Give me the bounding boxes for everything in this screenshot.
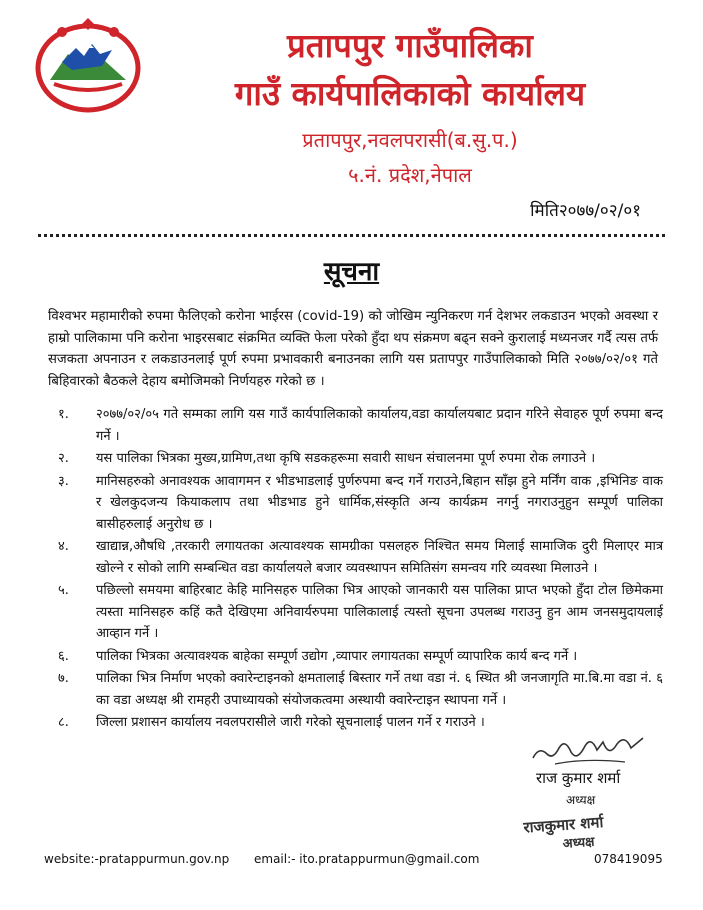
list-item-text: पालिका भित्र निर्माण भएको क्वारेन्टाइनको क्षमतालाई बिस्तार गर्ने तथा वडा नं. ६ स्थित श्री जनजागृति मा.बि.मा वडा नं. ६ का वडा अध्यक्ष श्री रामहरी उपाध्यायको संयोजकत्वमा अस्थायी क्वारेन्टाइन स्थापना गर्ने । xyxy=(96,671,663,708)
list-item xyxy=(48,646,663,668)
notice-intro: विश्वभर महामारीको रुपमा फैलिएको करोना भाईरस (covid-19) को जोखिम न्युनिकरण गर्न देशभर लकडाउन भएको अवस्था र हाम्रो पालिकामा पनि करोना भाइरसबाट संक्रमित व्यक्ति फेला परेको हुँदा थप संक्रमण बढ्न सक्ने कुरालाई मध्यनजर गर्दै त्यस तर्फ सजकता अपनाउन र लकडाउनलाई पूर्ण रुपमा प्रभावकारी बनाउनका लागि यस प्रतापपुर गाउँपालिकाको मिति २०७७/०२/०१ गते बिहिवारको बैठकले देहाय बमोजिमको निर्णयहरु गरेको छ । xyxy=(48,309,659,389)
stamp-title: अध्यक्ष xyxy=(562,834,595,852)
handwritten-signature xyxy=(525,728,655,770)
list-item xyxy=(48,448,663,470)
stamp-name: राजकुमार शर्मा xyxy=(522,813,604,837)
list-item-text: खाद्यान्न,औषधि ,तरकारी लगायतका अत्यावश्यक सामग्रीका पसलहरु निश्चित समय मिलाई सामाजिक दुरी मिलाएर मात्र खोल्ने र सोको लागि सम्बन्धित वडा कार्यालयले बजार व्यवस्थापन समितिसंग समन्वय गरि व्यवस्था मिलाउने । xyxy=(96,539,663,576)
list-item xyxy=(48,471,663,536)
list-item-number: ८. xyxy=(58,715,69,730)
dotted-divider xyxy=(38,234,665,237)
list-item-number: ५. xyxy=(58,583,69,598)
list-item-number: ४. xyxy=(58,539,69,554)
list-item xyxy=(48,580,663,645)
list-item xyxy=(48,668,663,711)
footer-phone: 078419095 xyxy=(594,852,663,866)
list-item-number: १. xyxy=(58,407,69,422)
decision-list xyxy=(48,404,663,735)
list-item-number: ७. xyxy=(58,671,69,686)
list-item xyxy=(48,536,663,579)
notice-heading: सूचना xyxy=(323,257,380,287)
footer-website[interactable]: website:-pratappurmun.gov.np xyxy=(44,852,230,866)
list-item-number: ३. xyxy=(58,473,69,489)
address-line-2: ५.नं. प्रदेश,नेपाल xyxy=(348,163,472,187)
office-subtitle: गाउँ कार्यपालिकाको कार्यालय xyxy=(234,74,586,113)
address-line-1: प्रतापपुर,नवलपरासी(ब.सु.प.) xyxy=(302,128,518,152)
list-item-text: पालिका भित्रका अत्यावश्यक बाहेका सम्पूर्ण उद्योग ,व्यापार लगायतका सम्पूर्ण व्यापारिक कार्य बन्द गर्ने । xyxy=(96,648,578,664)
signatory-title: अध्यक्ष xyxy=(566,793,596,807)
list-item-number: ६. xyxy=(58,648,69,664)
signatory-name: राज कुमार शर्मा xyxy=(536,769,621,787)
notice-date: मिति२०७७/०२/०१ xyxy=(530,201,641,221)
list-item-text: यस पालिका भित्रका मुख्य,ग्रामिण,तथा कृषि सडकहरूमा सवारी साधन संचालनमा पूर्ण रुपमा रोक लगाउने । xyxy=(96,451,596,466)
office-title: प्रतापपुर गाउँपालिका xyxy=(287,26,533,65)
name-stamp xyxy=(519,807,661,857)
list-item-text: मानिसहरुको अनावश्यक आवागमन र भीडभाडलाई पुर्णरुपमा बन्द गर्ने गराउने,बिहान साँझ हुने मर्निंग वाक ,इभिनिङ वाक र खेलकुदजन्य कियाकलाप तथा भीडभाड हुने धार्मिक,संस्कृति अन्य कार्यक्रम नगर्नु नगराउनुहुन सम्पूर्ण पालिका बासीहरुलाई अनुरोध छ । xyxy=(96,473,663,532)
list-item-text: जिल्ला प्रशासन कार्यालय नवलपरासीले जारी गरेको सूचनालाई पालन गर्ने र गराउने । xyxy=(96,715,485,730)
list-item-text: पछिल्लो समयमा बाहिरबाट केहि मानिसहरु पालिका भित्र आएको जानकारी यस पालिका प्राप्त भएको हुँदा टोल छिमेकमा त्यस्ता मानिसहरु कहिं कतै देखिएमा अनिवार्यरुपमा पालिकालाई त्यस्तो सूचना उपलब्ध गराउनु हुन आम जनसमुदायलाई आव्हान गर्ने । xyxy=(96,583,663,641)
footer-email[interactable]: email:- ito.pratappurmun@gmail.com xyxy=(254,852,480,866)
list-item-number: २. xyxy=(58,451,69,466)
list-item xyxy=(48,404,663,447)
list-item-text: २०७७/०२/०५ गते सम्मका लागि यस गाउँ कार्यपालिकाको कार्यालय,वडा कार्यालयबाट प्रदान गरिने सेवाहरु पूर्ण रुपमा बन्द गर्ने । xyxy=(96,407,663,444)
nepal-emblem-icon xyxy=(32,18,144,114)
